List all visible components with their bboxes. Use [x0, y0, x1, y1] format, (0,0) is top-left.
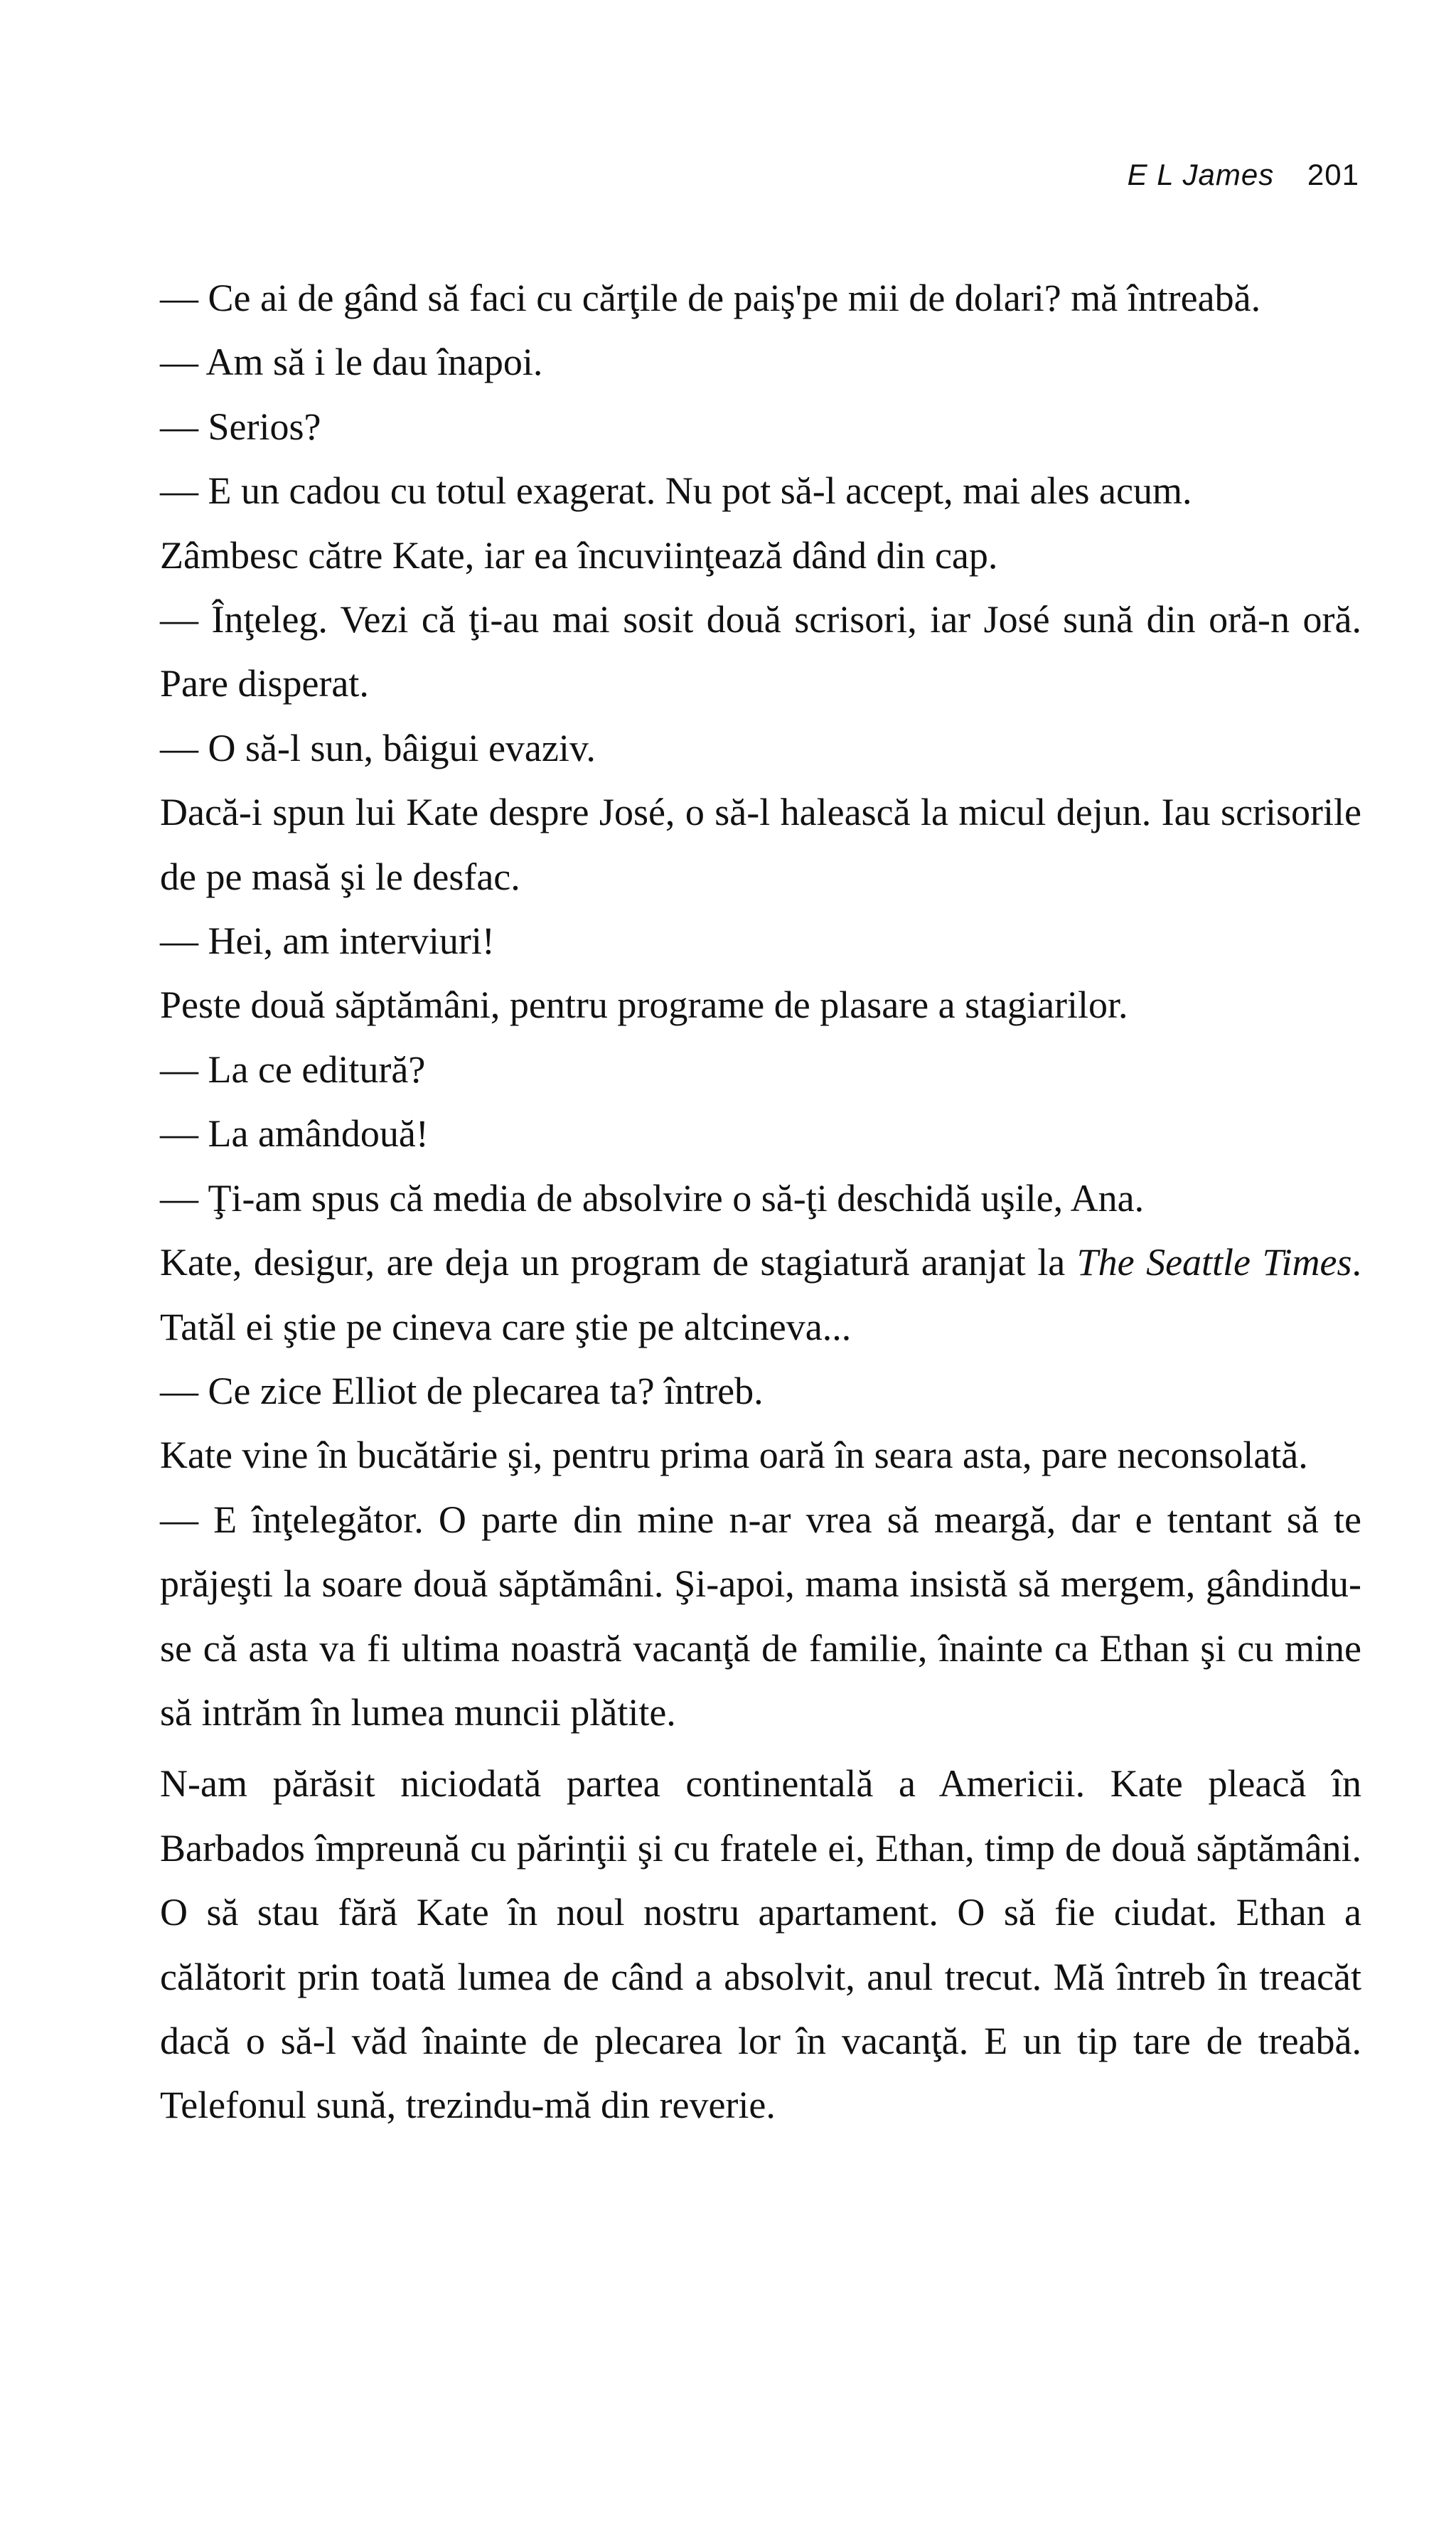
paragraph: N-am părăsit niciodată partea continentală a Americii. Kate pleacă în Barbados împreună cu părinţii şi cu fratele ei, Ethan, timp de două săptămâni. O să stau fără Kate în noul nostru apartament. O să fie ciudat. Ethan a călătorit prin toată lumea de când a absolvit, anul trecut. Mă întreb în treacăt dacă o să-l văd înainte de plecarea lor în vacanţă. E un tip tare de treabă. Telefonul sună, trezindu-mă din reverie. — [160, 1762, 1361, 2127]
running-header — [1128, 158, 1359, 192]
paragraph: — Ce ai de gând să faci cu cărţile de paiş'pe mii de dolari? mă întreabă. — [160, 277, 1261, 319]
paragraph: Peste două săptămâni, pentru programe de plasare a stagiarilor. — [160, 983, 1128, 1027]
paragraph-seattle — [160, 1230, 1361, 1359]
seattle-after: . Tatăl ei ştie pe cineva care ştie pe altcineva... — [160, 1241, 1361, 1348]
paragraph: — E înţelegător. O parte din mine n-ar vrea să meargă, dar e tentant să te prăjeşti la soare două săptămâni. Şi-apoi, mama insistă să mergem, gândindu-se că asta va fi ultima noastră vacanţă de familie, înainte ca Ethan şi cu mine să intrăm în lumea muncii plătite. — [160, 1498, 1361, 1734]
paragraph: — Înţeleg. Vezi că ţi-au mai sosit două scrisori, iar José sună din oră-n oră. Pare disperat. — [160, 598, 1361, 705]
paragraph: — La amândouă! — [160, 1112, 429, 1156]
paragraph: — Hei, am interviuri! — [160, 919, 495, 963]
paragraph: — Ţi-am spus că media de absolvire o să-ţi deschidă uşile, Ana. — [160, 1176, 1145, 1220]
paragraph: Dacă-i spun lui Kate despre José, o să-l halească la micul dejun. Iau scrisorile de pe masă şi le desfac. — [160, 791, 1361, 898]
paragraph: — La ce editură? — [160, 1047, 426, 1091]
paragraph: — Ce zice Elliot de plecarea ta? întreb. — [160, 1369, 764, 1412]
paragraph: Zâmbesc către Kate, iar ea încuviinţează dând din cap. — [160, 533, 998, 577]
paragraph: Kate vine în bucătărie şi, pentru prima oară în seara asta, pare neconsolată. — [160, 1434, 1308, 1477]
paragraph: — Serios? — [160, 405, 321, 448]
header-author: E L James — [1127, 158, 1275, 191]
seattle-before: Kate, desigur, are deja un program de stagiatură aranjat la — [160, 1241, 1077, 1284]
paragraph: — O să-l sun, bâigui evaziv. — [160, 726, 596, 769]
paragraph: — Am să i le dau înapoi. — [160, 341, 543, 384]
newspaper-title: The Seattle Times — [1076, 1241, 1352, 1284]
page-number: 201 — [1307, 158, 1359, 191]
page-body — [160, 266, 1361, 2138]
paragraph: — E un cadou cu totul exagerat. Nu pot să-l accept, mai ales acum. — [160, 469, 1192, 513]
